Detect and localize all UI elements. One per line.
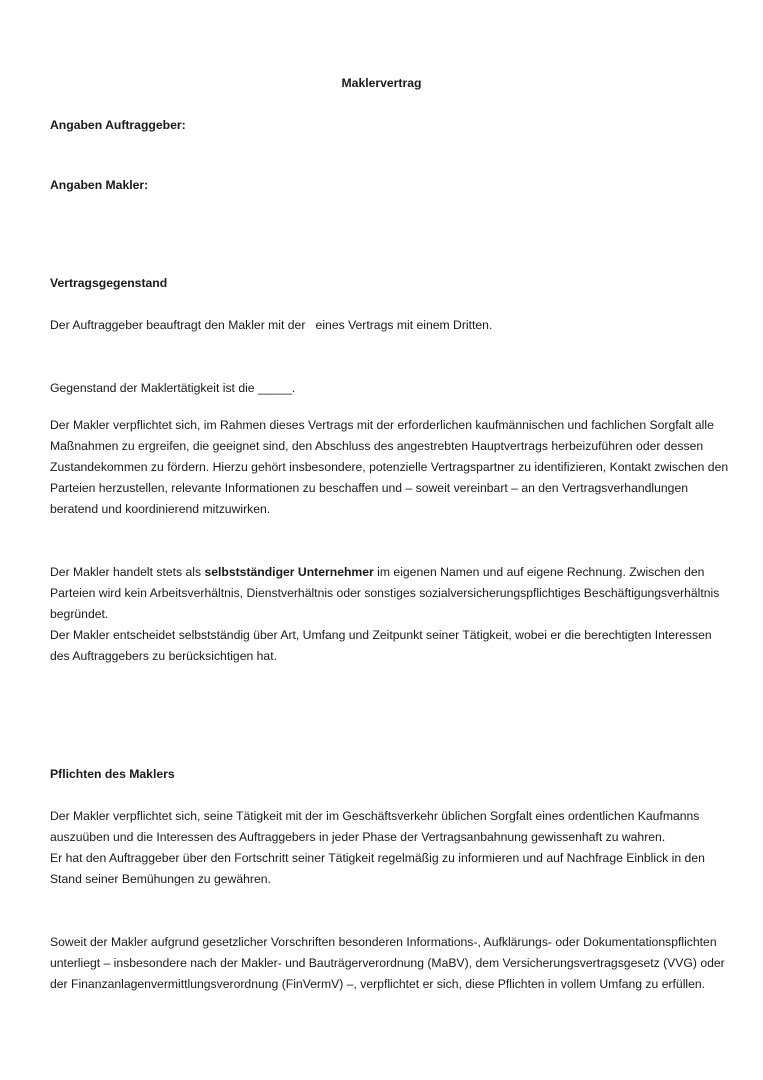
paragraph-text: im eigenen Namen und auf eigene Rechnung. Zwischen den Parteien wird kein Arbeitsverhältnis, Dienstverhältnis oder sonstiges sozialversicherungspflichtiges Beschäftigungsverhältnis begründet. — [50, 565, 720, 621]
paragraph-text: Der Makler verpflichtet sich, seine Tätigkeit mit der im Geschäftsverkehr üblichen Sorgfalt eines ordentlichen Kaufmanns auszuüben und die Interessen des Auftraggebers in jeder Phase der Vertragsanbahnung gewissenhaft zu wahren. — [50, 809, 700, 844]
paragraph: Der Makler verpflichtet sich, im Rahmen dieses Vertrags mit der erforderlichen kaufmännischen und fachlichen Sorgfalt alle Maßnahmen zu ergreifen, die geeignet sind, den Abschluss des angestrebten Hauptvertrags herbeizuführen oder dessen Zustandekommen zu fördern. Hierzu gehört insbesondere, potenzielle Vertragspartner zu identifizieren, Kontakt zwischen den Parteien herzustellen, relevante Informationen zu beschaffen und – soweit vereinbart – an den Vertragsverhandlungen beratend und koordinierend mitzuwirken. — [50, 418, 729, 516]
paragraph — [50, 562, 730, 667]
paragraph — [50, 806, 730, 890]
paragraph: Soweit der Makler aufgrund gesetzlicher Vorschriften besonderen Informations-, Aufklärungs- oder Dokumentationspflichten unterliegt – insbesondere nach der Makler- und Bauträgerverordnung (MaBV), dem Versicherungsvertragsgesetz (VVG) oder der Finanzanlagenvermittlungsverordnung (FinVermV) –, verpflichtet er sich, diese Pflichten in vollem Umfang zu erfüllen. — [50, 935, 725, 991]
paragraph-text: Der Makler handelt stets als — [50, 565, 205, 579]
paragraph-text: Er hat den Auftraggeber über den Fortschritt seiner Tätigkeit regelmäßig zu informieren und auf Nachfrage Einblick in den Stand seiner Bemühungen zu gewähren. — [50, 851, 705, 886]
paragraph: Gegenstand der Maklertätigkeit ist die _____. — [50, 381, 296, 395]
emphasis-text: selbstständiger Unternehmer — [204, 565, 374, 579]
client-heading: Angaben Auftraggeber: — [50, 118, 186, 132]
section-heading-duties: Pflichten des Maklers — [50, 767, 175, 781]
paragraph-text: Der Makler entscheidet selbstständig über Art, Umfang und Zeitpunkt seiner Tätigkeit, wobei er die berechtigten Interessen des Auftraggebers zu berücksichtigen hat. — [50, 628, 712, 663]
document-title: Maklervertrag — [341, 76, 422, 90]
section-heading-subject: Vertragsgegenstand — [50, 276, 168, 290]
broker-heading: Angaben Makler: — [50, 178, 149, 192]
paragraph: Der Auftraggeber beauftragt den Makler mit der eines Vertrags mit einem Dritten. — [50, 318, 493, 332]
